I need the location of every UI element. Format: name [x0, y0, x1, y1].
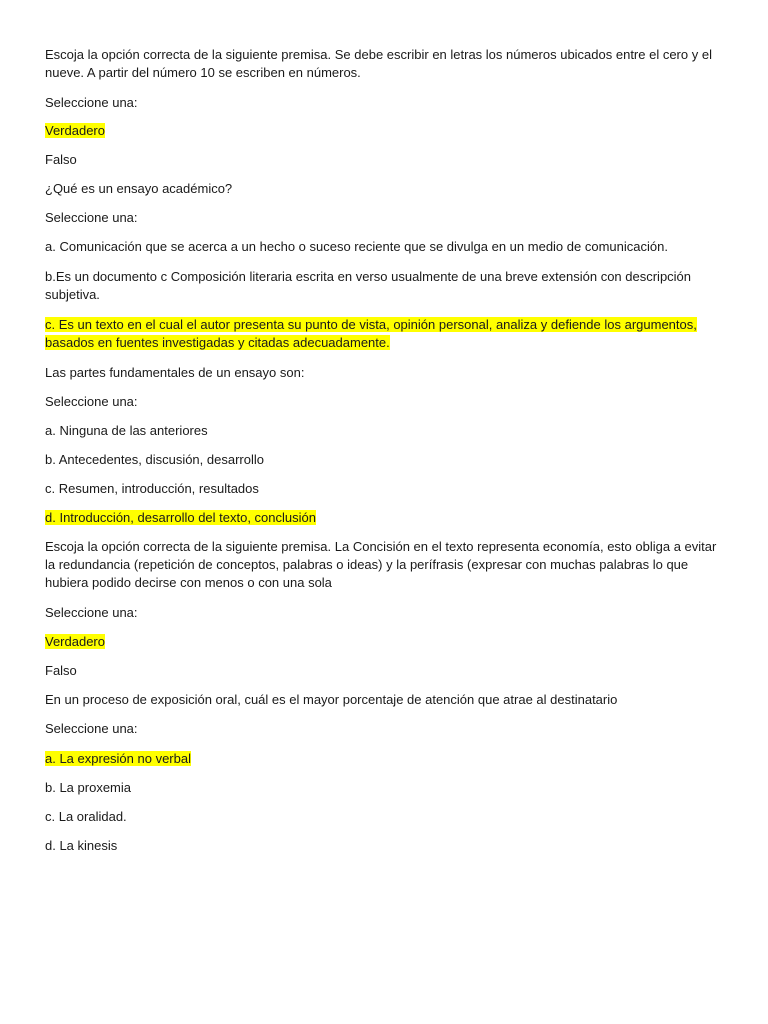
- select-one-label: Seleccione una:: [45, 210, 138, 225]
- select-one-label: Seleccione una:: [45, 721, 138, 736]
- question-2-title: ¿Qué es un ensayo académico?: [45, 181, 233, 196]
- select-one-label: Seleccione una:: [45, 394, 138, 409]
- option-d: d. La kinesis: [45, 838, 118, 853]
- answer-true-highlighted: Verdadero: [45, 123, 105, 138]
- question-4-premise: Escoja la opción correcta de la siguiente premisa. La Concisión en el texto representa economía, esto obliga a evitar la redundancia (repetición de conceptos, palabras o ideas) y la perífrasis (expresar con muchas palabras lo que hubiera podido decirse con menos o con una sola: [45, 539, 717, 590]
- option-a-highlighted: a. La expresión no verbal: [45, 751, 191, 766]
- option-c-highlighted: c. Es un texto en el cual el autor presenta su punto de vista, opinión personal, analiza y defiende los argumentos, basados en fuentes investigadas y citadas adecuadamente.: [45, 317, 697, 350]
- answer-false: Falso: [45, 663, 77, 678]
- option-c: c. La oralidad.: [45, 809, 127, 824]
- question-5-title: En un proceso de exposición oral, cuál es el mayor porcentaje de atención que atrae al destinatario: [45, 692, 618, 707]
- option-a: a. Ninguna de las anteriores: [45, 423, 208, 438]
- answer-true-highlighted: Verdadero: [45, 634, 105, 649]
- question-1-premise: Escoja la opción correcta de la siguiente premisa. Se debe escribir en letras los números ubicados entre el cero y el nueve. A partir del número 10 se escriben en números.: [45, 47, 712, 80]
- option-b: b. La proxemia: [45, 780, 131, 795]
- question-3-title: Las partes fundamentales de un ensayo son:: [45, 365, 305, 380]
- option-d-highlighted: d. Introducción, desarrollo del texto, conclusión: [45, 510, 316, 525]
- select-one-label: Seleccione una:: [45, 95, 138, 110]
- select-one-label: Seleccione una:: [45, 605, 138, 620]
- option-a: a. Comunicación que se acerca a un hecho o suceso reciente que se divulga en un medio de comunicación.: [45, 239, 668, 254]
- option-b: b.Es un documento c Composición literaria escrita en verso usualmente de una breve extensión con descripción subjetiva.: [45, 269, 692, 302]
- answer-false: Falso: [45, 152, 77, 167]
- option-b: b. Antecedentes, discusión, desarrollo: [45, 452, 264, 467]
- option-c: c. Resumen, introducción, resultados: [45, 481, 259, 496]
